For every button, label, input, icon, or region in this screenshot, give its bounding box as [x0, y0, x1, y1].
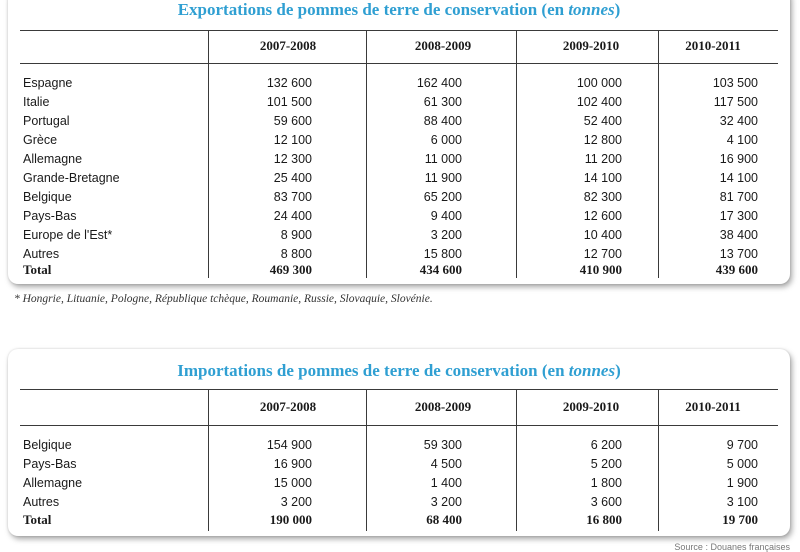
export-row-label: Espagne [23, 76, 73, 90]
import-row-label: Allemagne [23, 476, 83, 490]
export-cell-value: 25 400 [273, 171, 312, 185]
export-cell-value: 9 400 [430, 209, 462, 223]
export-cell-value: 88 400 [423, 114, 462, 128]
export-col-header: 2009-2010 [562, 38, 620, 53]
export-cell-value: 100 000 [576, 76, 622, 90]
export-col-header: 2007-2008 [259, 38, 317, 53]
export-cell-value: 12 800 [583, 133, 622, 147]
import-cell-value: 4 500 [430, 457, 462, 471]
export-cell-value: 17 300 [719, 209, 758, 223]
export-cell-value: 103 500 [712, 76, 758, 90]
export-col-header: 2008-2009 [414, 38, 472, 53]
export-cell-value: 12 700 [583, 247, 622, 261]
import-cell-value: 3 200 [280, 495, 312, 509]
import-total-row [8, 511, 790, 529]
import-cell-value: 3 100 [726, 495, 758, 509]
import-table-title: Importations de pommes de terre de conservation (en tonnes) [177, 361, 621, 380]
import-cell-value: 1 800 [590, 476, 622, 490]
export-total-value: 439 600 [715, 262, 758, 277]
import-table-panel [8, 349, 790, 536]
export-cell-value: 117 500 [713, 95, 758, 109]
export-cell-value: 6 000 [430, 133, 462, 147]
import-total-value: 68 400 [426, 512, 462, 527]
import-table-row [8, 455, 790, 473]
export-cell-value: 12 300 [273, 152, 312, 166]
import-cell-value: 3 200 [430, 495, 462, 509]
export-cell-value: 11 900 [424, 171, 462, 185]
export-table-row [8, 93, 790, 111]
export-table-row [8, 169, 790, 187]
export-row-label: Portugal [23, 114, 70, 128]
import-cell-value: 1 400 [430, 476, 462, 490]
export-cell-value: 52 400 [583, 114, 622, 128]
export-cell-value: 82 300 [583, 190, 622, 204]
export-cell-value: 59 600 [273, 114, 312, 128]
export-row-label: Italie [23, 95, 50, 109]
import-total-value: 19 700 [722, 512, 758, 527]
export-row-label: Grande-Bretagne [23, 171, 120, 185]
export-cell-value: 101 500 [266, 95, 312, 109]
export-row-label: Grèce [23, 133, 58, 147]
export-table-row [8, 131, 790, 149]
import-cell-value: 15 000 [273, 476, 312, 490]
import-cell-value: 3 600 [590, 495, 622, 509]
import-total-value: 190 000 [269, 512, 312, 527]
import-cell-value: 1 900 [726, 476, 758, 490]
import-col-header: 2009-2010 [562, 399, 620, 414]
export-row-label: Europe de l'Est* [23, 228, 113, 242]
import-total-value: 16 800 [586, 512, 622, 527]
import-table-row [8, 493, 790, 511]
import-top-rule [20, 389, 778, 390]
export-cell-value: 11 200 [584, 152, 622, 166]
import-cell-value: 59 300 [423, 438, 462, 452]
export-table-row [8, 112, 790, 130]
export-cell-value: 61 300 [423, 95, 462, 109]
import-cell-value: 5 200 [590, 457, 622, 471]
export-top-rule [20, 30, 778, 31]
export-table-row [8, 74, 790, 92]
export-table-row [8, 207, 790, 225]
export-row-label: Allemagne [23, 152, 83, 166]
export-row-label: Pays-Bas [23, 209, 77, 223]
import-table-row [8, 436, 790, 454]
export-cell-value: 14 100 [719, 171, 758, 185]
import-cell-value: 16 900 [273, 457, 312, 471]
import-col-header: 2007-2008 [259, 399, 317, 414]
import-row-label: Autres [23, 495, 60, 509]
import-cell-value: 5 000 [726, 457, 758, 471]
export-table-title: Exportations de pommes de terre de conservation (en tonnes) [177, 0, 621, 19]
import-table-row [8, 474, 790, 492]
export-cell-value: 13 700 [719, 247, 758, 261]
import-header-rule [20, 425, 778, 426]
export-cell-value: 14 100 [583, 171, 622, 185]
import-row-label: Pays-Bas [23, 457, 77, 471]
export-cell-value: 15 800 [423, 247, 462, 261]
export-cell-value: 24 400 [273, 209, 312, 223]
import-row-label: Belgique [23, 438, 72, 452]
export-cell-value: 16 900 [719, 152, 758, 166]
export-header-rule [20, 63, 778, 64]
export-cell-value: 132 600 [266, 76, 312, 90]
export-row-label: Belgique [23, 190, 72, 204]
import-cell-value: 154 900 [266, 438, 312, 452]
export-table-row [8, 188, 790, 206]
export-cell-value: 38 400 [719, 228, 758, 242]
import-col-header: 2010-2011 [685, 399, 741, 414]
export-row-label: Autres [23, 247, 60, 261]
export-cell-value: 12 100 [273, 133, 312, 147]
source-credit: Source : Douanes françaises [674, 542, 790, 552]
export-cell-value: 81 700 [719, 190, 758, 204]
export-cell-value: 8 900 [280, 228, 312, 242]
export-total-value: 410 900 [579, 262, 622, 277]
import-cell-value: 9 700 [726, 438, 758, 452]
export-table-row [8, 150, 790, 168]
export-cell-value: 83 700 [273, 190, 312, 204]
export-footnote: * Hongrie, Lituanie, Pologne, République tchèque, Roumanie, Russie, Slovaquie, Slovénie. [14, 293, 433, 305]
export-cell-value: 162 400 [416, 76, 462, 90]
export-cell-value: 65 200 [423, 190, 462, 204]
export-col-header: 2010-2011 [685, 38, 741, 53]
export-total-row [8, 261, 790, 279]
export-cell-value: 10 400 [583, 228, 622, 242]
export-table-row [8, 226, 790, 244]
export-total-value: 469 300 [269, 262, 312, 277]
export-table-panel [8, 0, 790, 284]
export-total-label: Total [23, 262, 52, 277]
export-cell-value: 8 800 [280, 247, 312, 261]
export-cell-value: 32 400 [719, 114, 758, 128]
export-cell-value: 12 600 [583, 209, 622, 223]
export-total-value: 434 600 [419, 262, 462, 277]
export-cell-value: 102 400 [576, 95, 622, 109]
import-total-label: Total [23, 512, 52, 527]
import-cell-value: 6 200 [590, 438, 622, 452]
export-cell-value: 11 000 [424, 152, 462, 166]
export-cell-value: 3 200 [430, 228, 462, 242]
import-col-header: 2008-2009 [414, 399, 472, 414]
export-cell-value: 4 100 [726, 133, 758, 147]
